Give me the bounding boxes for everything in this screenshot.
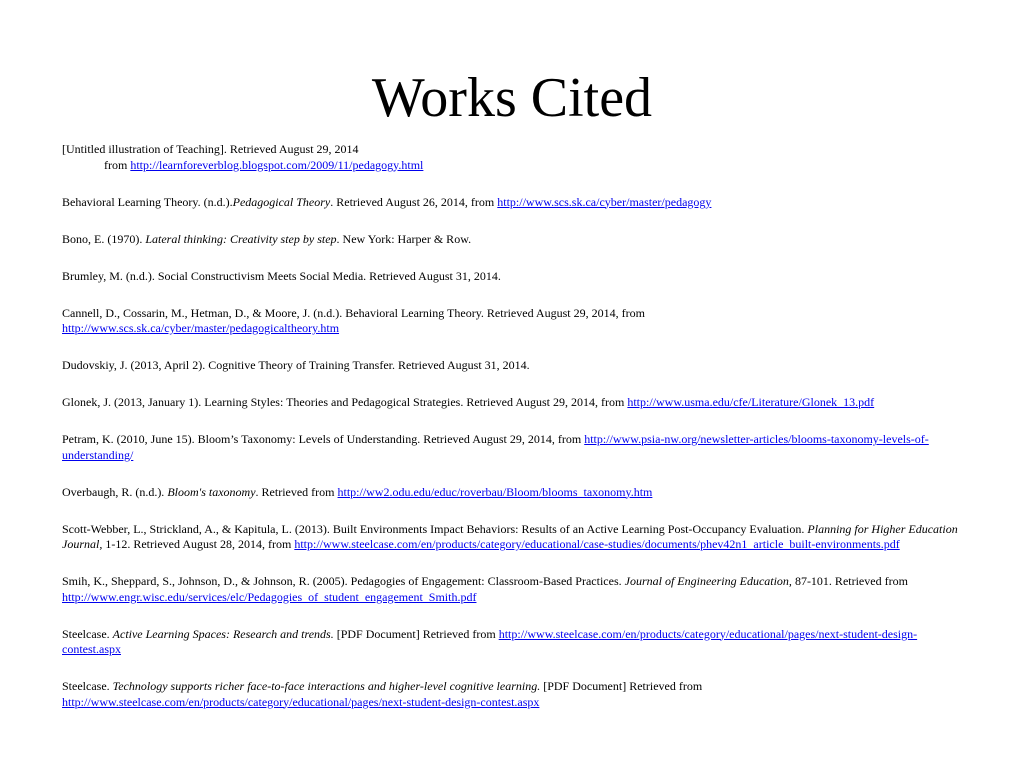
- reference-text: Bono, E. (1970).: [62, 231, 146, 246]
- reference-text: Smih, K., Sheppard, S., Johnson, D., & Johnson, R. (2005). Pedagogies of Engagement: Classroom-Based Practices.: [62, 574, 625, 588]
- reference-link[interactable]: http://www.steelcase.com/en/products/category/educational/pages/next-student-design-contest.aspx: [62, 626, 918, 656]
- reference-item: [62, 432, 964, 463]
- reference-item: [62, 358, 964, 374]
- reference-text: Cannell, D., Cossarin, M., Hetman, D., & Moore, J. (n.d.). Behavioral Learning Theory. Retrieved August 29, 2014, from: [62, 305, 645, 320]
- reference-item: [62, 306, 964, 337]
- reference-item: [62, 395, 964, 411]
- reference-item: [62, 522, 964, 553]
- reference-link[interactable]: http://www.psia-nw.org/newsletter-articles/blooms-taxonomy-levels-of-understanding/: [62, 432, 929, 462]
- reference-text: [Untitled illustration of Teaching]. Retrieved August 29, 2014: [62, 142, 359, 156]
- reference-text: . New York: Harper & Row.: [336, 231, 472, 246]
- reference-text: 87-101. Retrieved from: [791, 574, 908, 588]
- reference-item: [62, 269, 964, 285]
- reference-text: 1-12. Retrieved August 28, 2014, from: [102, 537, 295, 551]
- reference-link[interactable]: http://ww2.odu.edu/educ/roverbau/Bloom/blooms_taxonomy.htm: [337, 484, 653, 499]
- reference-link[interactable]: http://learnforeverblog.blogspot.com/2009/11/pedagogy.html: [130, 157, 424, 172]
- reference-link[interactable]: http://www.steelcase.com/en/products/category/educational/pages/next-student-design-contest.aspx: [62, 694, 540, 709]
- reference-item: [62, 627, 964, 658]
- page-title: Works Cited: [371, 67, 653, 129]
- reference-link[interactable]: http://www.scs.sk.ca/cyber/master/pedagogicaltheory.htm: [62, 321, 340, 335]
- reference-link[interactable]: http://www.usma.edu/cfe/Literature/Glonek_13.pdf: [627, 395, 875, 409]
- reference-item: [62, 232, 964, 248]
- reference-italic: Planning for Higher Education Journal,: [62, 521, 958, 551]
- reference-italic: Pedagogical Theory: [232, 194, 331, 209]
- reference-text: Petram, K. (2010, June 15). Bloom’s Taxonomy: Levels of Understanding. Retrieved August 29, 2014, from: [62, 432, 585, 446]
- reference-text: [PDF Document] Retrieved from: [333, 626, 499, 641]
- reference-text: Steelcase.: [62, 626, 113, 641]
- reference-text: Behavioral Learning Theory. (n.d.).: [62, 194, 233, 209]
- reference-italic: Technology supports richer face-to-face interactions and higher-level cognitive learning.: [112, 679, 541, 693]
- reference-item: [62, 679, 964, 710]
- reference-item: [62, 195, 964, 211]
- reference-text: Glonek, J. (2013, January 1). Learning Styles: Theories and Pedagogical Strategies. Retrieved August 29, 2014, from: [62, 395, 628, 409]
- reference-italic: Active Learning Spaces: Research and trends.: [112, 626, 334, 641]
- reference-text: . Retrieved from: [255, 484, 338, 499]
- reference-link[interactable]: http://www.engr.wisc.edu/services/elc/Pedagogies_of_student_engagement_Smith.pdf: [62, 589, 477, 604]
- reference-italic: Lateral thinking: Creativity step by step: [145, 231, 337, 246]
- reference-item: [62, 142, 964, 173]
- reference-list: [62, 142, 964, 710]
- reference-text: Dudovskiy, J. (2013, April 2). Cognitive Theory of Training Transfer. Retrieved August 31, 2014.: [62, 358, 530, 372]
- reference-item: [62, 574, 964, 605]
- reference-link[interactable]: http://www.steelcase.com/en/products/category/educational/case-studies/documents/phev42n1_article_built-environments.pdf: [294, 537, 900, 551]
- reference-text: Brumley, M. (n.d.). Social Constructivism Meets Social Media. Retrieved August 31, 2014.: [62, 268, 501, 283]
- reference-text: Scott-Webber, L., Strickland, A., & Kapitula, L. (2013). Built Environments Impact Behaviors: Results of an Active Learning Post-Occupancy Evaluation.: [62, 521, 808, 536]
- reference-text: Overbaugh, R. (n.d.).: [62, 484, 168, 499]
- reference-link[interactable]: http://www.scs.sk.ca/cyber/master/pedagogy: [497, 194, 712, 209]
- reference-text: [PDF Document] Retrieved from: [540, 679, 703, 693]
- reference-italic: Bloom's taxonomy: [167, 484, 256, 499]
- reference-item: [62, 485, 964, 501]
- reference-text: from: [104, 157, 131, 172]
- reference-text: Steelcase.: [62, 679, 113, 693]
- reference-italic: Journal of Engineering Education,: [624, 574, 792, 588]
- reference-text: . Retrieved August 26, 2014, from: [330, 194, 498, 209]
